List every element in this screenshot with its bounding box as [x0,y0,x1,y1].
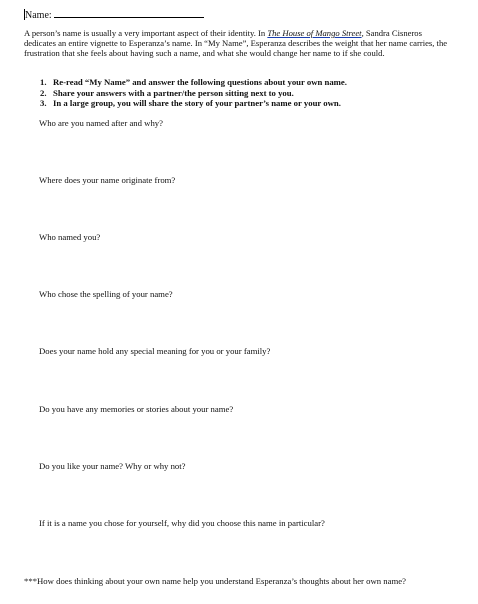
instruction-number: 2. [40,87,47,98]
book-title: The House of Mango Street [267,28,362,38]
instruction-item [24,98,464,109]
instructions-list [24,77,464,109]
instruction-item [24,88,464,99]
instruction-item [24,77,464,88]
instruction-number: 3. [40,98,47,108]
question-spelling: Who chose the spelling of your name? [39,289,173,299]
question-origin: Where does your name originate from? [39,175,176,185]
intro-paragraph [24,28,456,59]
name-field-row [25,8,204,22]
name-label: Name: [25,10,52,21]
instruction-text: In a large group, you will share the story of your partner’s name or your own. [53,98,341,108]
question-meaning: Does your name hold any special meaning for you or your family? [39,346,271,356]
instruction-text: Share your answers with a partner/the person sitting next to you. [53,87,294,98]
question-chosen-name: If it is a name you chose for yourself, why did you choose this name in particular? [39,518,325,528]
instruction-number: 1. [40,77,47,87]
intro-text-end: , Sandra Cisneros dedicates an entire vignette to Esperanza’s name. In “My Name”, Esperanza describes the weight that her name carries, the frustration that she feels about having such a name, and what she would change her name to if she could. [24,28,448,59]
final-question: ***How does thinking about your own name help you understand Esperanza’s thoughts about her own name? [24,576,406,586]
question-who-named: Who named you? [39,232,101,242]
question-named-after: Who are you named after and why? [39,118,163,128]
question-like-name: Do you like your name? Why or why not? [39,461,186,471]
intro-text-start: A person’s name is usually a very important aspect of their identity. In [24,28,268,38]
question-memories: Do you have any memories or stories about your name? [39,404,234,414]
instruction-text: Re-read “My Name” and answer the following questions about your own name. [53,77,347,87]
name-blank-line[interactable] [54,8,204,18]
